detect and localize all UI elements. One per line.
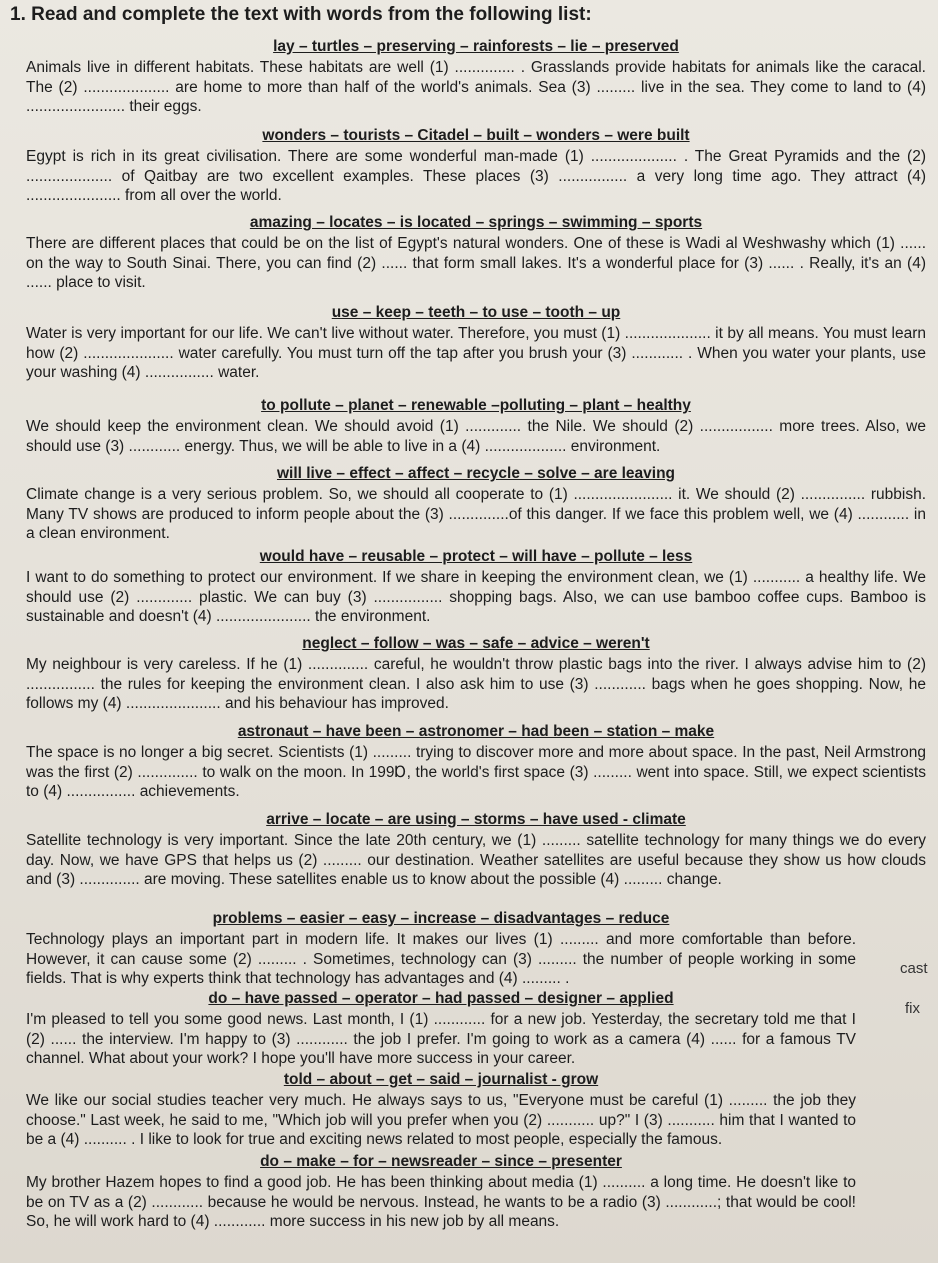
exercise-text: Animals live in different habitats. These habitats are well (1) .............. . Grasslands provide habitats for animals like the caracal. The (2) .................... are home to more than half of the world's animals. Sea (3) ......... live in the sea. They come to land to (4) ....................... their eggs. xyxy=(26,59,926,115)
exercise-block-9 xyxy=(26,721,926,802)
word-list: do – make – for – newsreader – since – presenter xyxy=(260,1153,622,1170)
exercise-text: My brother Hazem hopes to find a good job. He has been thinking about media (1) .......... a long time. He doesn't like to be on TV as a (2) ............ because he would be nervous. Instead, he wants to be a radio (3) ............; that would be cool! So, he will work hard to (4) ............ more success in his new job by all means. xyxy=(26,1174,856,1230)
margin-note: fix xyxy=(905,1000,920,1017)
exercise-text: We should keep the environment clean. We should avoid (1) ............. the Nile. We should (2) ................. more trees. Also, we should use (3) ............ energy. Thus, we will be able to live in a (4) ................... environment. xyxy=(26,418,926,455)
exercise-block-13 xyxy=(26,1069,856,1150)
word-list: arrive – locate – are using – storms – have used - climate xyxy=(266,811,686,828)
margin-note: cast xyxy=(900,960,928,977)
exercise-block-8 xyxy=(26,633,926,714)
exercise-text: I'm pleased to tell you some good news. Last month, I (1) ............ for a new job. Yesterday, the secretary told me that I (2) ...... the interview. I'm happy to (3) ............ the job I prefer. I'm going to work as a camera (4) ...... for a famous TV channel. What about your work? I hope you'll have more success in your career. xyxy=(26,1011,856,1067)
word-list: use – keep – teeth – to use – tooth – up xyxy=(331,304,621,321)
exercise-block-5 xyxy=(26,395,926,456)
word-list: told – about – get – said – journalist - grow xyxy=(283,1071,599,1088)
word-list: wonders – tourists – Citadel – built – wonders – were built xyxy=(262,127,690,144)
word-list: problems – easier – easy – increase – disadvantages – reduce xyxy=(212,910,670,927)
exercise-text: There are different places that could be on the list of Egypt's natural wonders. One of these is Wadi al Weshwashy which (1) ...... on the way to South Sinai. There, you can find (2) ...... that form small lakes. It's a wonderful place for (3) ...... . Really, it's an (4) ...... place to visit. xyxy=(26,235,926,291)
word-list: astronaut – have been – astronomer – had been – station – make xyxy=(237,723,715,740)
exercise-block-10 xyxy=(26,809,926,890)
exercise-block-3 xyxy=(26,212,926,293)
exercise-text: Egypt is rich in its great civilisation. There are some wonderful man-made (1) .................... . The Great Pyramids and the (2) .................... of Qaitbay are two excellent examples. These places (3) ................ a very long time ago. They attract (4) ...................... from all over the world. xyxy=(26,148,926,204)
exercise-text: My neighbour is very careless. If he (1) .............. careful, he wouldn't throw plastic bags into the river. I always advise him to (2) ................ the rules for keeping the environment clean. I also ask him to use (3) ............ bags when he goes shopping. Now, he follows my (4) ...................... and his behaviour has improved. xyxy=(26,656,926,712)
exercise-text: Water is very important for our life. We can't live without water. Therefore, you must (1) .................... it by all means. You must learn how (2) ..................... water carefully. You must turn off the tap after you brush your (3) ............ . When you water your plants, use your washing (4) ................ water. xyxy=(26,325,926,381)
exercise-block-7 xyxy=(26,546,926,627)
exercise-block-6 xyxy=(26,463,926,544)
exercise-block-4 xyxy=(26,302,926,383)
exercise-block-2 xyxy=(26,125,926,206)
exercise-block-14 xyxy=(26,1151,856,1232)
exercise-block-11 xyxy=(26,908,856,989)
word-list: will live – effect – affect – recycle – solve – are leaving xyxy=(276,465,676,482)
exercise-heading: 1. Read and complete the text with words from the following list: xyxy=(10,4,592,25)
word-list: do – have passed – operator – had passed – designer – applied xyxy=(208,990,674,1007)
exercise-text: Climate change is a very serious problem. So, we should all cooperate to (1) ....................... it. We should (2) ............... rubbish. Many TV shows are produced to inform people about the (3) ..............of this danger. If we face this problem well, we (4) ............ in a clean environment. xyxy=(26,486,926,542)
exercise-block-1 xyxy=(26,36,926,117)
word-list: to pollute – planet – renewable –polluting – plant – healthy xyxy=(261,397,691,414)
word-list: amazing – locates – is located – springs – swimming – sports xyxy=(249,214,703,231)
word-list: neglect – follow – was – safe – advice – weren't xyxy=(302,635,650,652)
word-list: would have – reusable – protect – will have – pollute – less xyxy=(259,548,693,565)
exercise-text: We like our social studies teacher very much. He always says to us, "Everyone must be careful (1) ......... the job they choose." Last week, he said to me, "Which job will you prefer when you (2) ........... up?" I (3) ........... him that I wanted to be a (4) .......... . I like to look for true and exciting news related to most people, especially the famous. xyxy=(26,1092,856,1148)
word-list: lay – turtles – preserving – rainforests – lie – preserved xyxy=(273,38,679,55)
exercise-text: Technology plays an important part in modern life. It makes our lives (1) ......... and more comfortable than before. However, it can cause some (2) ......... . Sometimes, technology can (3) ......... the number of people working in some fields. That is why experts think that technology has advantages and (4) ......... . xyxy=(26,931,856,987)
exercise-text: Satellite technology is very important. Since the late 20th century, we (1) ......... satellite technology for many things we do every day. Now, we have GPS that helps us (2) ......... our destination. Weather satellites are useful because they show us how clouds and (3) .............. are moving. These satellites enable us to know about the possible (4) ......... change. xyxy=(26,832,926,888)
exercise-text: The space is no longer a big secret. Scientists (1) ......... trying to discover more and more about space. In the past, Neil Armstrong was the first (2) .............. to walk on the moon. In 199Ɒ, the world's first space (3) ......... went into space. Still, we expect scientists to (4) ................ achievements. xyxy=(26,744,926,800)
exercise-text: I want to do something to protect our environment. If we share in keeping the environment clean, we (1) ........... a healthy life. We should use (2) ............. plastic. We can buy (3) ................ shopping bags. Also, we can use bamboo coffee cups. Bamboo is sustainable and doesn't (4) ...................... the environment. xyxy=(26,569,926,625)
exercise-block-12 xyxy=(26,988,856,1069)
